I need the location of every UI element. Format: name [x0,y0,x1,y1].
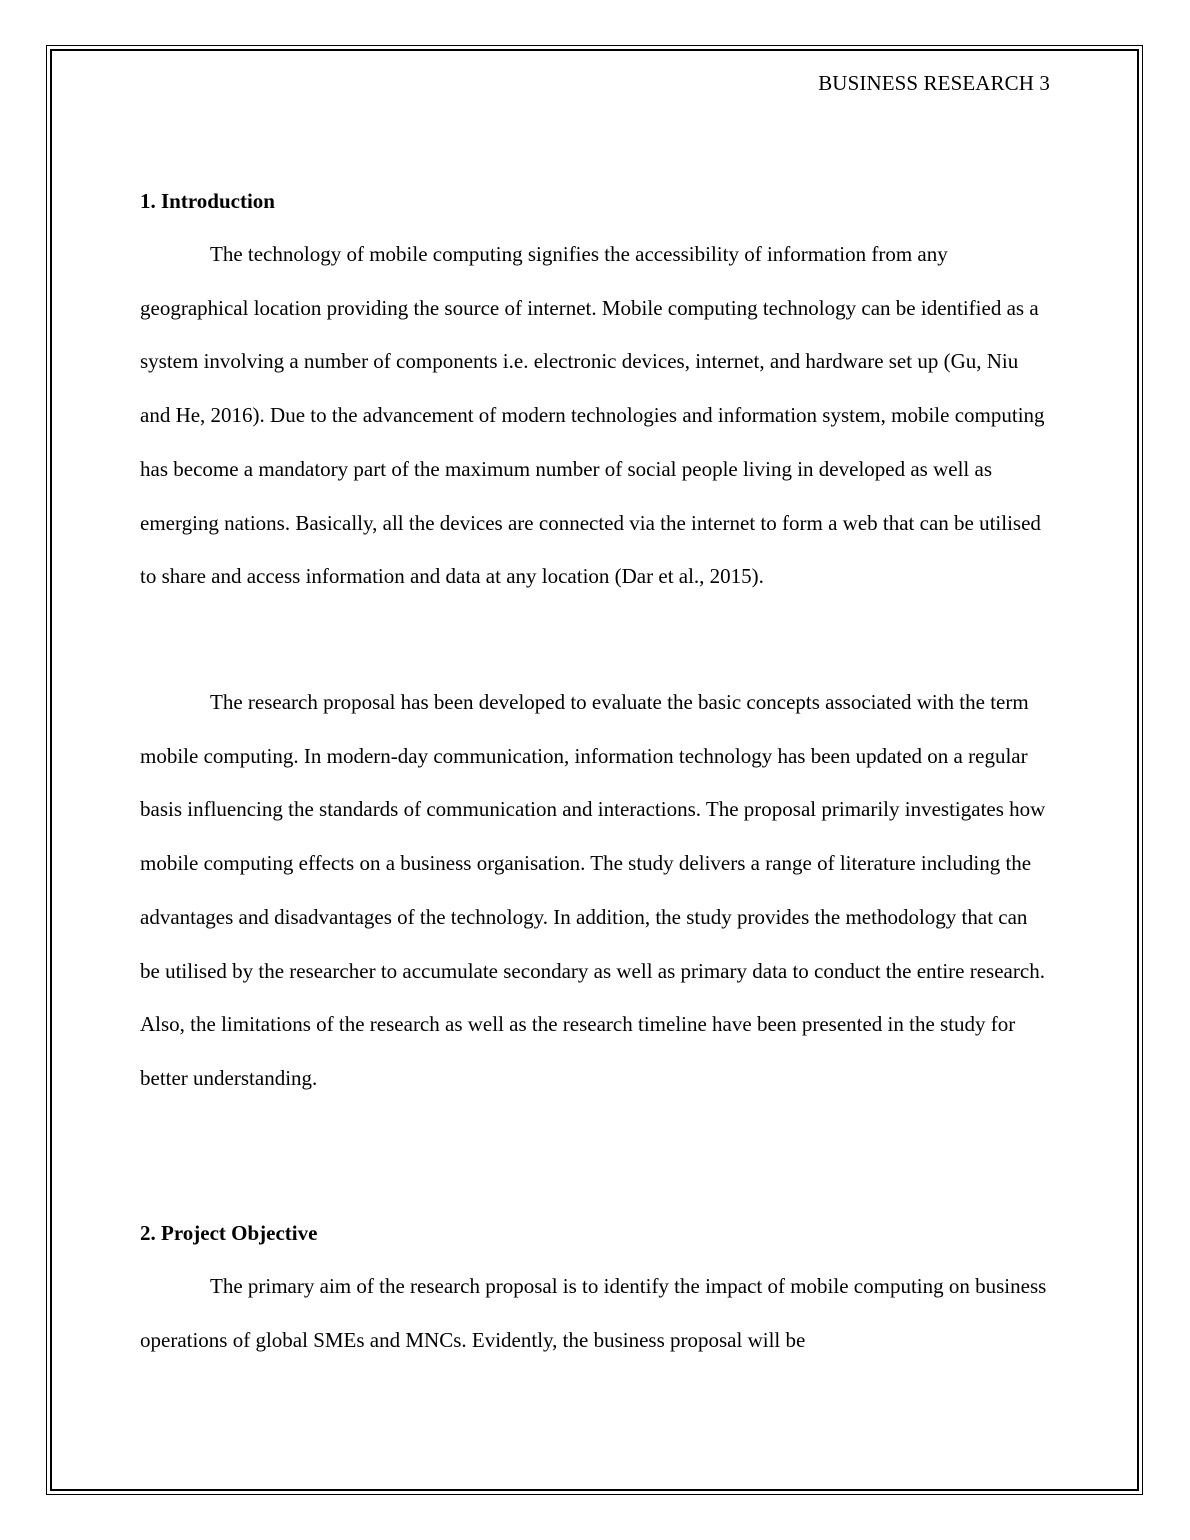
introduction-paragraph-1: The technology of mobile computing signifies the accessibility of information from any geographical location providing the source of internet. Mobile computing technology can be identified as a system involving a number of components i.e. electronic devices, internet, and hardware set up (Gu, Niu and He, 2016). Due to the advancement of modern technologies and information system, mobile computing has become a mandatory part of the maximum number of social people living in developed as well as emerging nations. Basically, all the devices are connected via the internet to form a web that can be utilised to share and access information and data at any location (Dar et al., 2015). [140,242,1045,589]
introduction-paragraph-2: The research proposal has been developed to evaluate the basic concepts associated with the term mobile computing. In modern-day communication, information technology has been updated on a regular basis influencing the standards of communication and interactions. The proposal primarily investigates how mobile computing effects on a business organisation. The study delivers a range of literature including the advantages and disadvantages of the technology. In addition, the study provides the methodology that can be utilised by the researcher to accumulate secondary as well as primary data to conduct the entire research. Also, the limitations of the research as well as the research timeline have been presented in the study for better understanding. [140,690,1046,1090]
project-objective-paragraph-1: The primary aim of the research proposal is to identify the impact of mobile computing on business operations of global SMEs and MNCs. Evidently, the business proposal will be [140,1274,1047,1352]
section-heading-introduction: 1. Introduction [140,189,275,213]
running-head: BUSINESS RESEARCH 3 [818,71,1050,95]
section-heading-project-objective: 2. Project Objective [140,1221,318,1245]
